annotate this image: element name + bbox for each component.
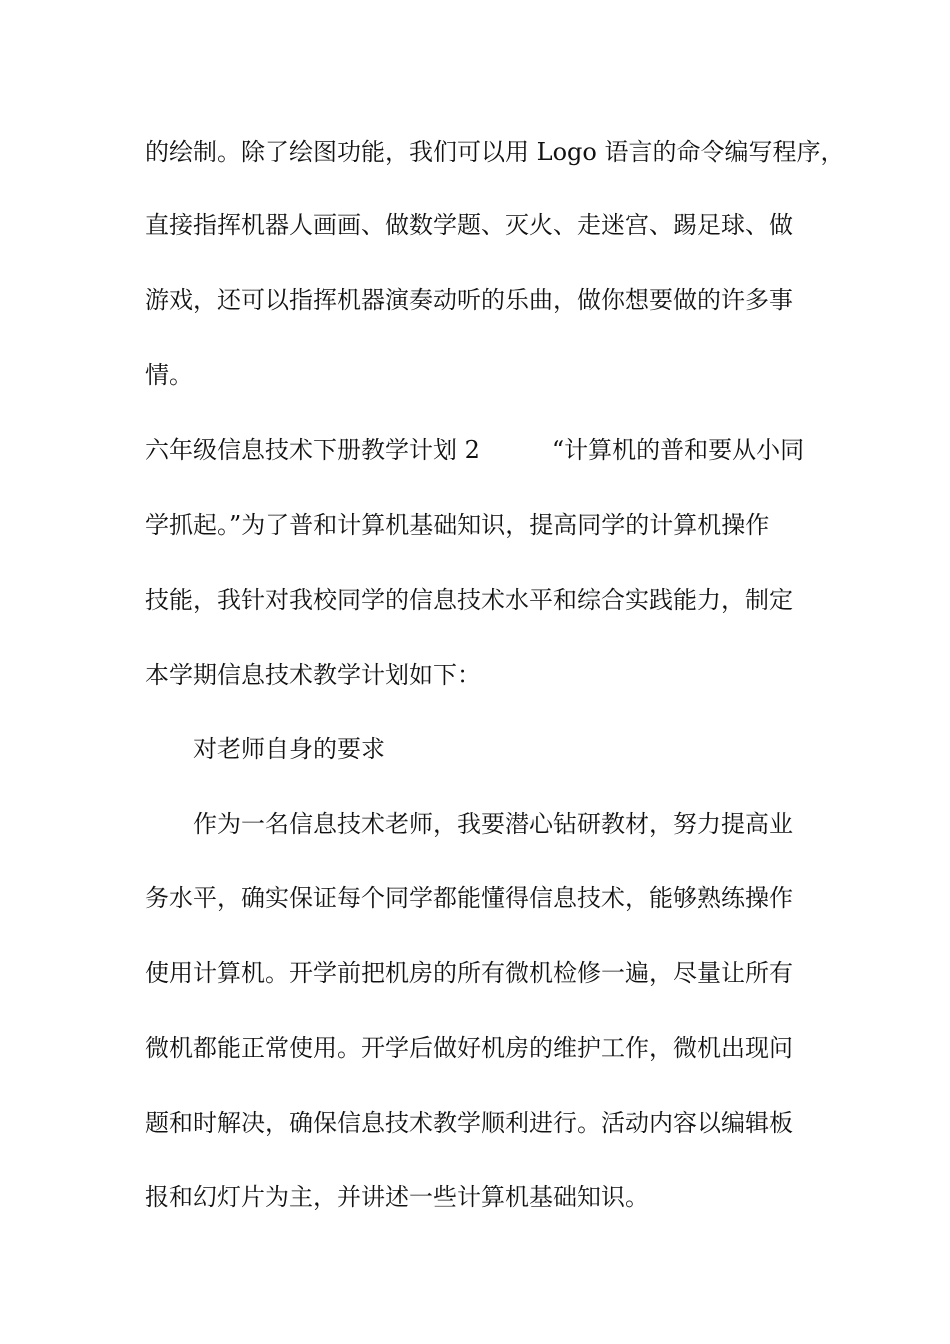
text-line-7: 技能，我针对我校同学的信息技术水平和综合实践能力，制定 [145, 586, 793, 614]
text-line-11: 务水平，确实保证每个同学都能懂得信息技术，能够熟练操作 [145, 884, 793, 912]
text-line-5: 六年级信息技术下册教学计划 2 “计算机的普和要从小同 [145, 436, 805, 464]
text-line-3: 游戏，还可以指挥机器演奏动听的乐曲，做你想要做的许多事 [145, 286, 793, 314]
text-line-8: 本学期信息技术教学计划如下： [145, 661, 481, 689]
text-line-10: 作为一名信息技术老师，我要潜心钻研教材，努力提高业 [193, 810, 793, 838]
text-line-14: 题和时解决，确保信息技术教学顺利进行。活动内容以编辑板 [145, 1109, 793, 1137]
text-line-13: 微机都能正常使用。开学后做好机房的维护工作，微机出现问 [145, 1034, 793, 1062]
text-line-1: 的绘制。除了绘图功能，我们可以用 Logo 语言的命令编写程序， [145, 138, 845, 166]
text-line-6: 学抓起。”为了普和计算机基础知识，提高同学的计算机操作 [145, 511, 770, 539]
text-line-15: 报和幻灯片为主，并讲述一些计算机基础知识。 [145, 1183, 649, 1211]
text-line-4: 情。 [145, 361, 193, 389]
text-line-12: 使用计算机。开学前把机房的所有微机检修一遍，尽量让所有 [145, 959, 793, 987]
section-heading: 对老师自身的要求 [193, 735, 385, 763]
text-line-2: 直接指挥机器人画画、做数学题、灭火、走迷宫、踢足球、做 [145, 211, 793, 239]
